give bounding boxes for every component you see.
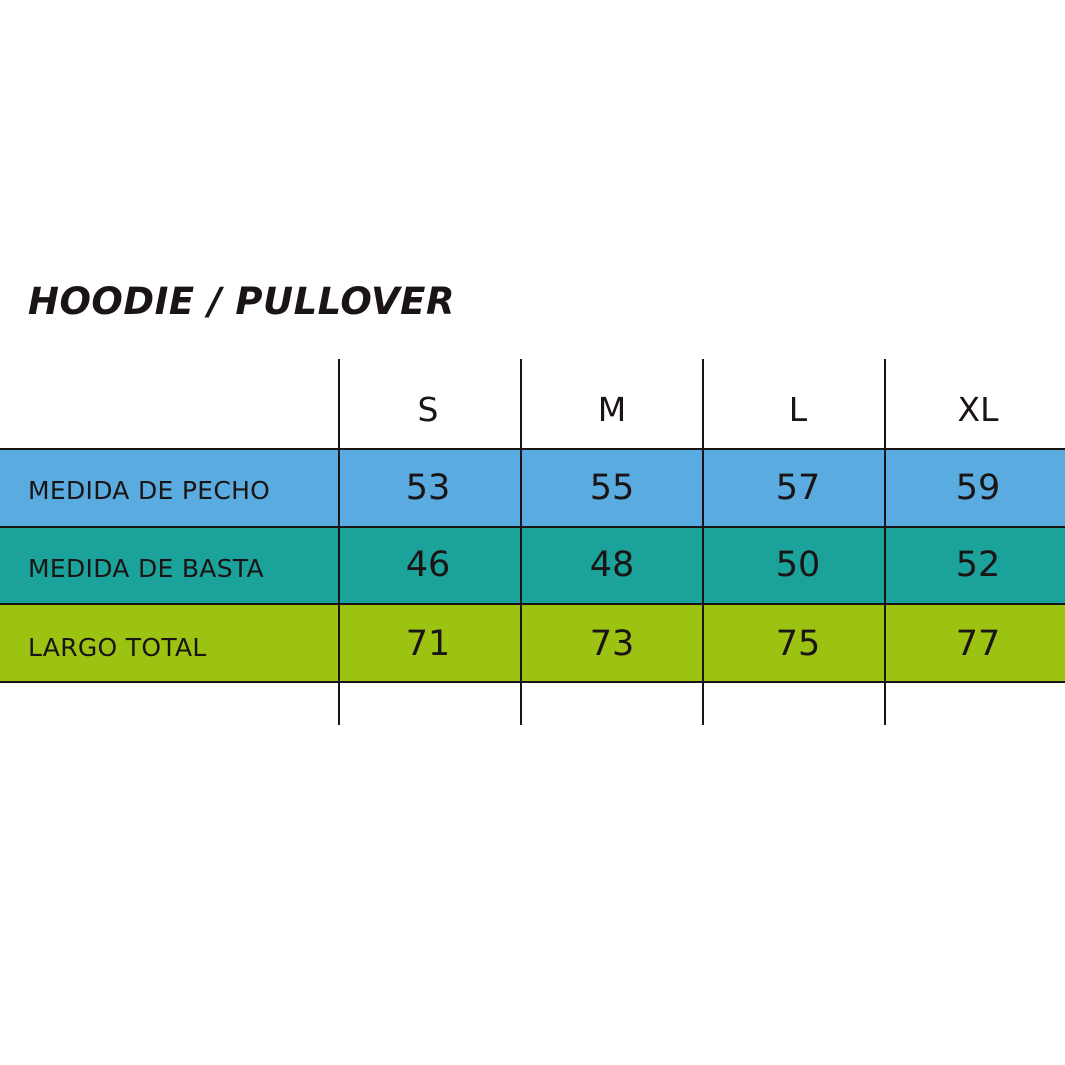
cell-pecho-s: 53 — [405, 468, 451, 508]
cell-largo-xl: 77 — [955, 624, 1001, 664]
cell-largo-s: 71 — [405, 624, 451, 664]
cell-basta-xl: 52 — [955, 545, 1001, 585]
cell-basta-s: 46 — [405, 545, 451, 585]
grid-line-vertical — [702, 359, 704, 725]
cell-largo-m: 73 — [589, 624, 635, 664]
grid-line-vertical — [520, 359, 522, 725]
chart-title: HOODIE / PULLOVER — [28, 280, 455, 323]
size-header-m: M — [597, 390, 627, 429]
grid-line-horizontal — [0, 448, 1065, 450]
grid-line-horizontal — [0, 603, 1065, 605]
row-label-basta: MEDIDA DE BASTA — [28, 554, 264, 583]
row-label-pecho: MEDIDA DE PECHO — [28, 476, 271, 505]
cell-pecho-l: 57 — [775, 468, 821, 508]
size-header-s: S — [417, 390, 439, 429]
cell-basta-l: 50 — [775, 545, 821, 585]
cell-pecho-xl: 59 — [955, 468, 1001, 508]
grid-line-vertical — [338, 359, 340, 725]
cell-basta-m: 48 — [589, 545, 635, 585]
cell-pecho-m: 55 — [589, 468, 635, 508]
grid-line-vertical — [884, 359, 886, 725]
size-header-xl: XL — [957, 390, 999, 429]
grid-line-horizontal — [0, 681, 1065, 683]
size-header-l: L — [788, 390, 808, 429]
grid-line-horizontal — [0, 526, 1065, 528]
row-label-largo: LARGO TOTAL — [28, 633, 207, 662]
cell-largo-l: 75 — [775, 624, 821, 664]
